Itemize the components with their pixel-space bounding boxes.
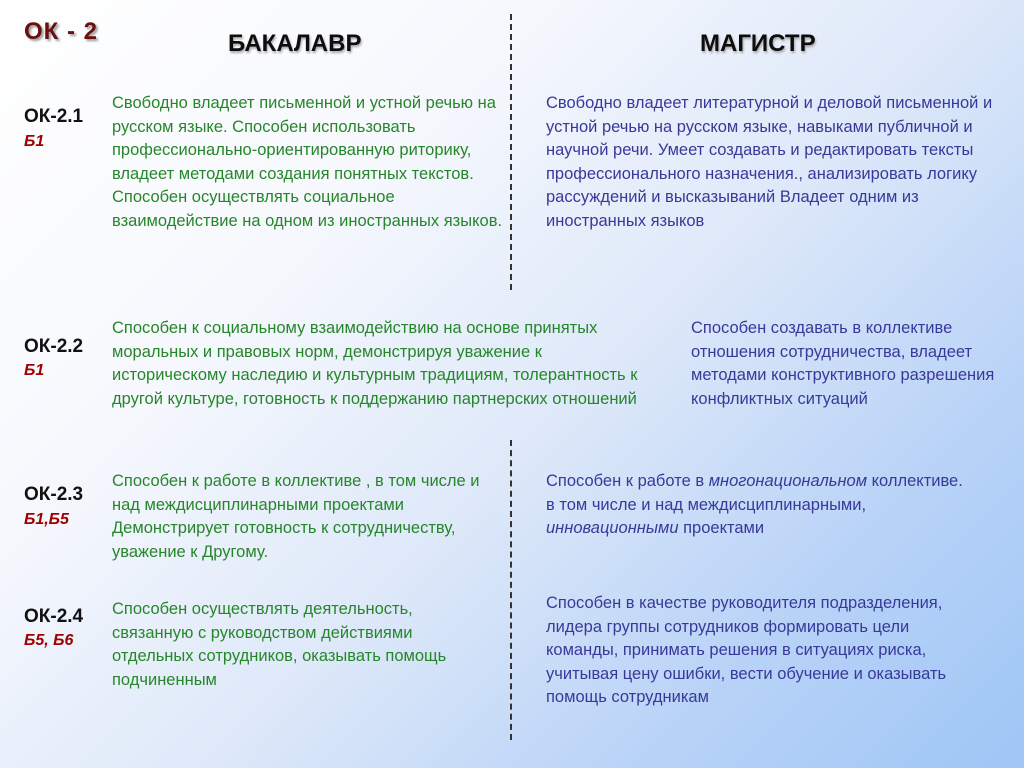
competency-code: ОК-2.4 bbox=[24, 606, 84, 627]
bachelor-description: Способен осуществлять деятельность, связанную с руководством действиями отдельных сотрудников, оказывать помощь подчиненным bbox=[112, 600, 447, 689]
competency-code: ОК-2.2 bbox=[24, 336, 84, 357]
bachelor-header: БАКАЛАВР bbox=[228, 30, 362, 57]
column-divider-top bbox=[510, 14, 512, 290]
competency-code: ОК-2.1 bbox=[24, 106, 84, 127]
master-text: коллективе. в том числе и над междисциплинарными, bbox=[546, 472, 963, 514]
bachelor-description: Свободно владеет письменной и устной речью на русском языке. Способен использовать профессионально-ориентированную риторику, владеет методами создания понятных текстов. Способен осуществлять социальное взаимодействие на одном из иностранных языков. bbox=[112, 94, 503, 230]
competency-subcode: Б1,Б5 bbox=[24, 511, 69, 528]
competency-code: ОК-2.3 bbox=[24, 484, 84, 505]
master-emphasis: многонациональном bbox=[708, 472, 868, 490]
master-description bbox=[546, 470, 966, 541]
master-description: Способен создавать в коллективе отношения сотрудничества, владеет методами конструктивного разрешения конфликтных ситуаций bbox=[691, 319, 995, 408]
master-description: Способен в качестве руководителя подразделения, лидера группы сотрудников формировать цели команды, принимать решения в ситуациях риска, учитывая цену ошибки, вести обучение и оказывать помощь сотрудникам bbox=[546, 594, 947, 707]
master-text: проектами bbox=[678, 519, 765, 538]
bachelor-description: Способен к работе в коллективе , в том числе и над междисциплинарными проектами Демонстрирует готовность к сотрудничеству, уважение к Другому. bbox=[112, 472, 480, 561]
slide-title: ОК - 2 bbox=[24, 18, 98, 45]
master-emphasis: инновационными bbox=[546, 519, 679, 538]
bachelor-description: Способен к социальному взаимодействию на основе принятых моральных и правовых норм, демонстрируя уважение к историческому наследию и культурным традициям, толерантность к другой культуре, готовность к поддержанию партнерских отношений bbox=[112, 319, 638, 408]
competency-subcode: Б5, Б6 bbox=[24, 632, 74, 649]
master-description: Свободно владеет литературной и деловой письменной и устной речью на русском языке, навыками публичной и научной речи. Умеет создавать и редактировать тексты профессионального назначения., анализировать логику рассуждений и высказываний Владеет одним из иностранных языков bbox=[546, 94, 993, 230]
competency-subcode: Б1 bbox=[24, 133, 45, 150]
competency-subcode: Б1 bbox=[24, 362, 45, 379]
master-header: МАГИСТР bbox=[700, 30, 816, 57]
column-divider-bottom bbox=[510, 440, 512, 740]
master-text: Способен к работе в bbox=[546, 472, 709, 490]
